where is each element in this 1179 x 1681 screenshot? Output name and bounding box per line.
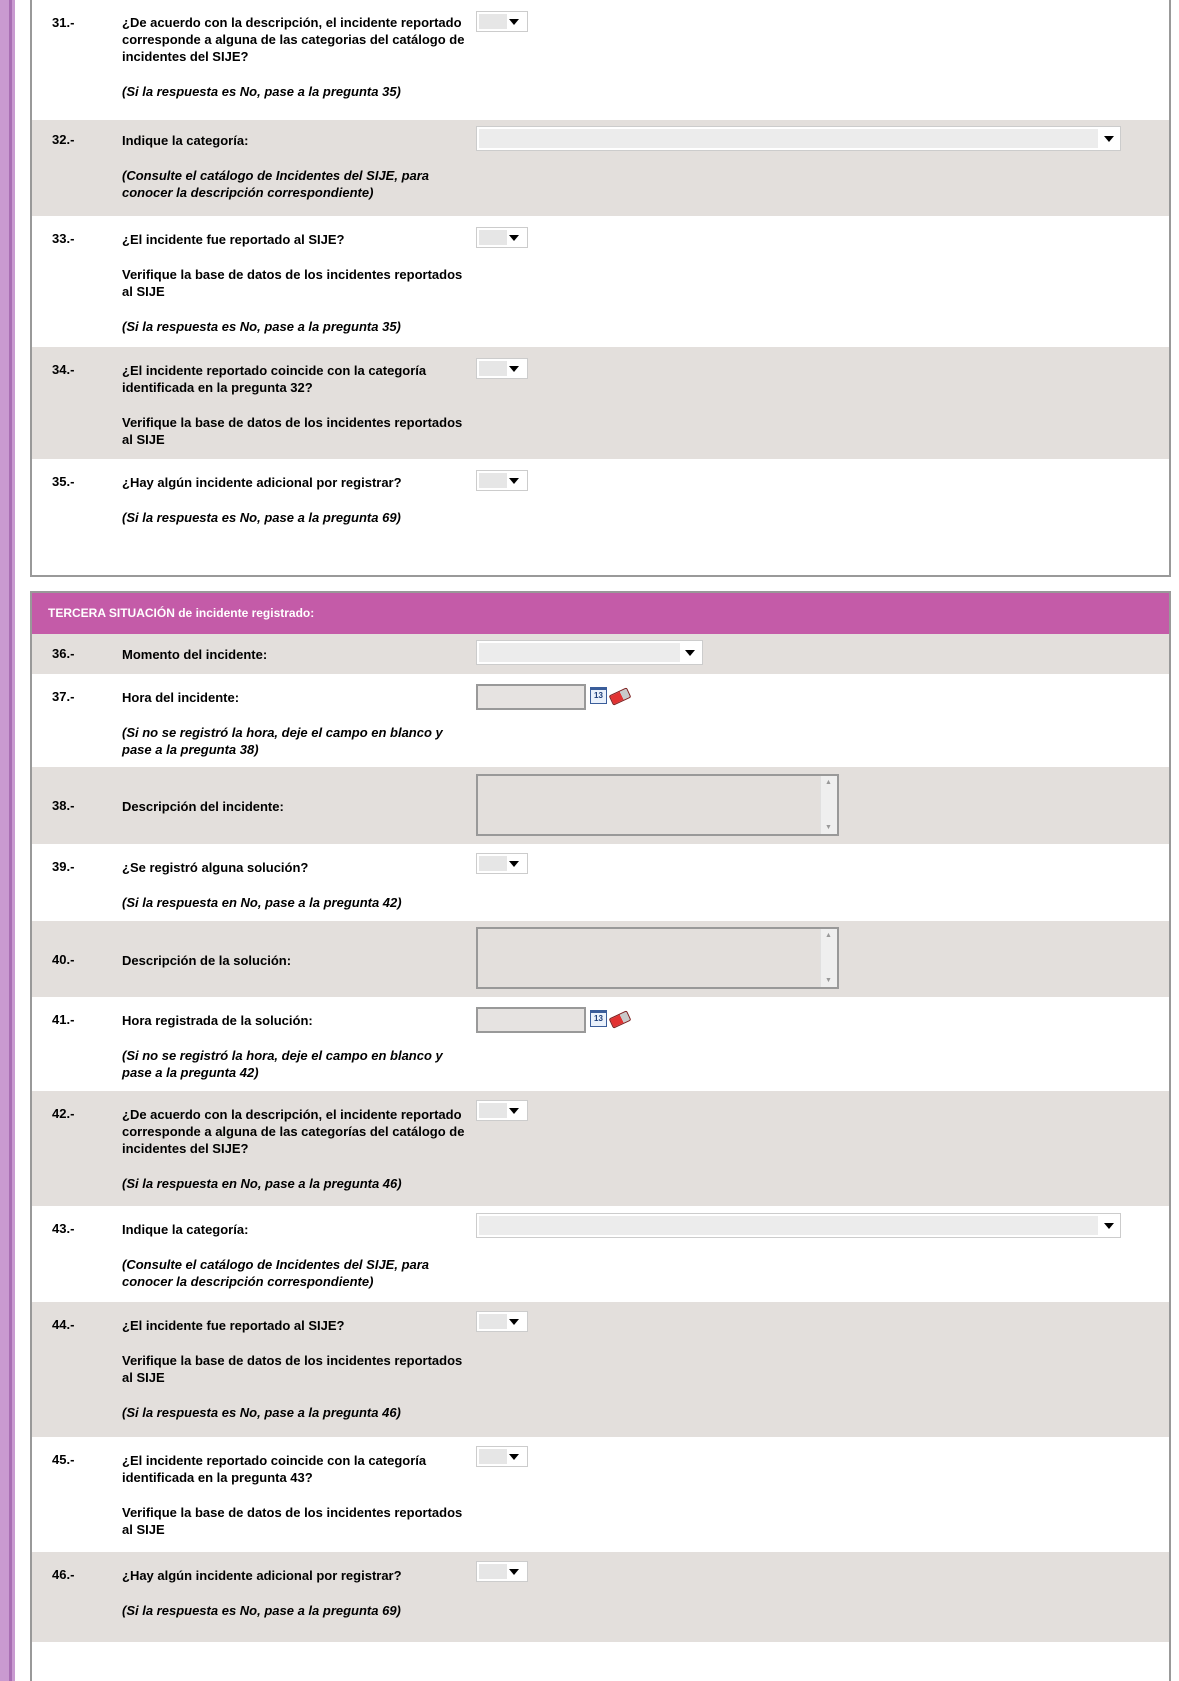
- chevron-down-icon: [685, 650, 695, 656]
- question-row-37: [32, 674, 1169, 767]
- question-label: Momento del incidente:: [122, 647, 268, 662]
- question-number: 35.-: [52, 474, 75, 489]
- yes-no-select-31[interactable]: [476, 11, 528, 32]
- question-note: (Consulte el catálogo de Incidentes del SIJE, para conocer la descripción correspondiente): [122, 1257, 430, 1289]
- question-note: (Si la respuesta es No, pase a la pregunta 35): [122, 319, 401, 334]
- category-select-32[interactable]: [476, 126, 1121, 151]
- question-row-38: [32, 767, 1169, 844]
- calendar-icon[interactable]: 13: [590, 1012, 607, 1027]
- question-label: ¿El incidente fue reportado al SIJE?: [122, 232, 345, 247]
- question-number: 31.-: [52, 15, 75, 30]
- question-number: 39.-: [52, 859, 75, 874]
- question-text: [122, 1106, 472, 1210]
- question-number: 38.-: [52, 798, 75, 813]
- chevron-down-icon: [509, 1569, 519, 1575]
- question-row-44: [32, 1302, 1169, 1437]
- question-label: ¿Hay algún incidente adicional por registrar?: [122, 475, 402, 490]
- question-number: 33.-: [52, 231, 75, 246]
- question-note: (Si la respuesta es No, pase a la pregunta 46): [122, 1405, 401, 1420]
- chevron-down-icon: [509, 1319, 519, 1325]
- question-number: 41.-: [52, 1012, 75, 1027]
- question-number: 44.-: [52, 1317, 75, 1332]
- question-row-41: [32, 997, 1169, 1091]
- yes-no-select-34[interactable]: [476, 358, 528, 379]
- question-text: [122, 474, 472, 544]
- question-row-39: [32, 844, 1169, 921]
- question-note: (Si la respuesta es No, pase a la pregunta 69): [122, 510, 401, 525]
- question-note: (Si no se registró la hora, deje el campo en blanco y pase a la pregunta 38): [122, 725, 443, 757]
- form-section-continued: [30, 0, 1171, 577]
- chevron-down-icon: [509, 861, 519, 867]
- question-number: 45.-: [52, 1452, 75, 1467]
- question-number: 32.-: [52, 132, 75, 147]
- scrollbar[interactable]: [820, 776, 837, 834]
- question-text: [122, 1317, 472, 1439]
- question-row-34: [32, 347, 1169, 459]
- question-text: [122, 859, 472, 929]
- question-note: (Consulte el catálogo de Incidentes del SIJE, para conocer la descripción correspondiente): [122, 168, 430, 200]
- solution-description-textarea[interactable]: [476, 927, 839, 989]
- incident-time-input[interactable]: [476, 684, 586, 710]
- question-label: Verifique la base de datos de los incidentes reportados al SIJE: [122, 267, 463, 299]
- question-label: Indique la categoría:: [122, 133, 249, 148]
- question-label: Descripción de la solución:: [122, 953, 292, 968]
- yes-no-select-42[interactable]: [476, 1100, 528, 1121]
- eraser-icon[interactable]: [609, 687, 632, 705]
- question-number: 42.-: [52, 1106, 75, 1121]
- question-label: ¿De acuerdo con la descripción, el incidente reportado corresponde a alguna de las categorias del catálogo de incidentes del SIJE?: [122, 15, 465, 64]
- question-label: Indique la categoría:: [122, 1222, 249, 1237]
- chevron-down-icon: [509, 1454, 519, 1460]
- question-label: Hora registrada de la solución:: [122, 1013, 313, 1028]
- question-note: (Si la respuesta en No, pase a la pregunta 46): [122, 1176, 402, 1191]
- question-row-45: [32, 1437, 1169, 1552]
- question-number: 46.-: [52, 1567, 75, 1582]
- question-text: [122, 1452, 472, 1556]
- section-title: TERCERA SITUACIÓN de incidente registrado:: [32, 593, 1169, 634]
- question-note: (Si la respuesta es No, pase a la pregunta 35): [122, 84, 401, 99]
- chevron-down-icon: [509, 1108, 519, 1114]
- question-text: [122, 952, 472, 987]
- question-row-33: [32, 216, 1169, 347]
- question-label: ¿El incidente reportado coincide con la categoría identificada en la pregunta 43?: [122, 1453, 427, 1485]
- question-row-43: [32, 1206, 1169, 1302]
- chevron-down-icon: [509, 478, 519, 484]
- question-label: Verifique la base de datos de los incidentes reportados al SIJE: [122, 415, 463, 447]
- chevron-down-icon: [1104, 1223, 1114, 1229]
- yes-no-select-45[interactable]: [476, 1446, 528, 1467]
- scrollbar[interactable]: [820, 929, 837, 987]
- question-text: [122, 362, 472, 466]
- form-section-tercera: [30, 591, 1171, 1681]
- question-row-32: [32, 120, 1169, 216]
- yes-no-select-46[interactable]: [476, 1561, 528, 1582]
- question-row-31: [32, 0, 1169, 120]
- question-text: [122, 1567, 472, 1637]
- yes-no-select-44[interactable]: [476, 1311, 528, 1332]
- question-text: [122, 14, 472, 118]
- yes-no-select-39[interactable]: [476, 853, 528, 874]
- side-strip: [0, 0, 15, 1681]
- incident-description-textarea[interactable]: [476, 774, 839, 836]
- question-text: [122, 798, 472, 833]
- question-label: ¿El incidente fue reportado al SIJE?: [122, 1318, 345, 1333]
- solution-time-input[interactable]: [476, 1007, 586, 1033]
- question-note: (Si la respuesta es No, pase a la pregunta 69): [122, 1603, 401, 1618]
- question-row-36: [32, 634, 1169, 674]
- question-label: Verifique la base de datos de los incidentes reportados al SIJE: [122, 1505, 463, 1537]
- question-note: (Si no se registró la hora, deje el campo en blanco y pase a la pregunta 42): [122, 1048, 443, 1080]
- category-select-43[interactable]: [476, 1213, 1121, 1238]
- question-label: ¿De acuerdo con la descripción, el incidente reportado corresponde a alguna de las categorías del catálogo de incidentes del SIJE?: [122, 1107, 465, 1156]
- question-number: 43.-: [52, 1221, 75, 1236]
- question-text: [122, 1012, 472, 1099]
- yes-no-select-33[interactable]: [476, 227, 528, 248]
- question-row-40: [32, 921, 1169, 997]
- question-label: ¿Hay algún incidente adicional por registrar?: [122, 1568, 402, 1583]
- question-number: 36.-: [52, 646, 75, 661]
- question-number: 40.-: [52, 952, 75, 967]
- chevron-down-icon: [509, 19, 519, 25]
- question-text: [122, 1221, 472, 1308]
- moment-select-36[interactable]: [476, 640, 703, 665]
- question-label: ¿El incidente reportado coincide con la categoría identificada en la pregunta 32?: [122, 363, 427, 395]
- question-text: [122, 231, 472, 353]
- question-label: Descripción del incidente:: [122, 799, 284, 814]
- calendar-icon[interactable]: 13: [590, 689, 607, 704]
- question-text: [122, 132, 472, 219]
- question-text: [122, 689, 472, 776]
- time-field-37: [476, 684, 630, 710]
- chevron-down-icon: [509, 235, 519, 241]
- question-row-46: [32, 1552, 1169, 1642]
- time-field-41: [476, 1007, 630, 1033]
- question-label: ¿Se registró alguna solución?: [122, 860, 309, 875]
- question-label: Verifique la base de datos de los incidentes reportados al SIJE: [122, 1353, 463, 1385]
- question-row-35: [32, 459, 1169, 539]
- question-label: Hora del incidente:: [122, 690, 240, 705]
- yes-no-select-35[interactable]: [476, 470, 528, 491]
- question-number: 37.-: [52, 689, 75, 704]
- chevron-down-icon: [1104, 136, 1114, 142]
- question-row-42: [32, 1091, 1169, 1206]
- chevron-down-icon: [509, 366, 519, 372]
- question-number: 34.-: [52, 362, 75, 377]
- eraser-icon[interactable]: [609, 1010, 632, 1028]
- question-note: (Si la respuesta en No, pase a la pregunta 42): [122, 895, 402, 910]
